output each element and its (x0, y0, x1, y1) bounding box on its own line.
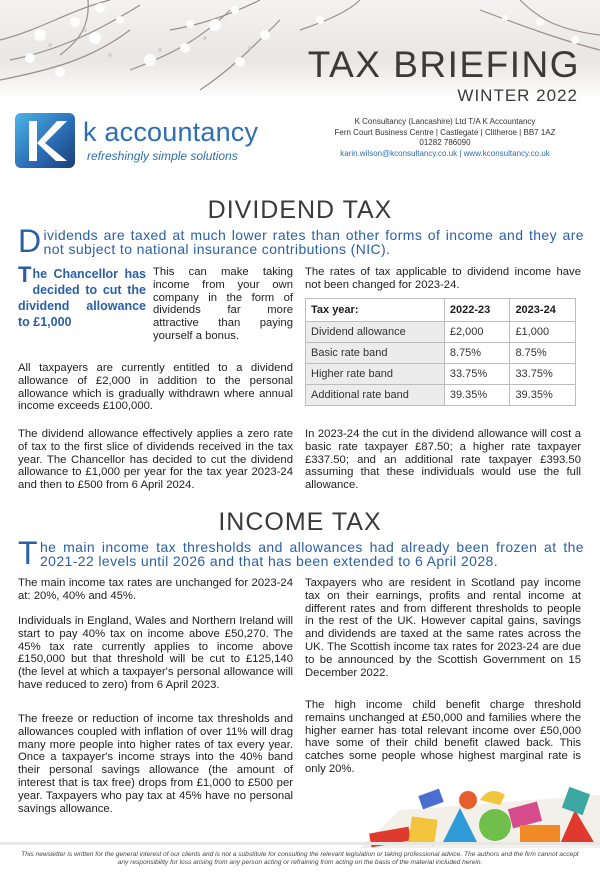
dividend-rates-table (305, 298, 576, 406)
table-row (306, 322, 576, 343)
pull-quote-dropcap: T (18, 262, 32, 287)
income-rates-paragraph: The main income tax rates are unchanged for 2023-24 at: 20%, 40% and 45%. (18, 577, 293, 602)
blocks-illustration (360, 770, 600, 848)
contact-block (300, 117, 590, 159)
income-threshold-paragraph: Individuals in England, Wales and Northern Ireland will start to pay 40% tax on income above £50,270. The 45% tax rate currently applies to income above £150,000 but that threshold will be cut to £125,140 (the level at which a taxpayer's personal allowance will have reduced to zero) from 6 April 2023. (18, 615, 293, 691)
table-row (306, 385, 576, 406)
dividend-lead-dropcap: D (18, 223, 42, 259)
table-cell-label: Dividend allowance (306, 322, 445, 343)
dividend-lead (18, 223, 584, 259)
k-letter-icon (15, 113, 75, 168)
contact-email-web[interactable]: karin.wilson@kconsultancy.co.uk | www.kconsultancy.co.uk (340, 148, 550, 158)
company-logo (15, 113, 288, 168)
table-cell-value: 8.75% (444, 343, 510, 364)
table-cell-value: 39.35% (510, 385, 576, 406)
table-cell-value: £2,000 (444, 322, 510, 343)
table-header-cell: Tax year: (306, 299, 445, 322)
table-cell-value: 33.75% (444, 364, 510, 385)
table-header-cell: 2023-24 (510, 299, 576, 322)
footer-divider (0, 842, 600, 845)
dividend-intro-paragraph: This can make taking income from your own company in the form of dividends far more attractive than paying yourself a bonus. (153, 266, 293, 342)
newsletter-season: WINTER 2022 (457, 86, 578, 105)
pull-quote-text: he Chancellor has decided to cut the dividend allowance to £1,000 (18, 267, 146, 329)
k-logo-mark-icon (15, 113, 75, 168)
dividend-rates-intro: The rates of tax applicable to dividend income have not been changed for 2023-24. (305, 266, 581, 291)
income-scotland-paragraph: Taxpayers who are resident in Scotland pay income tax on their earnings, profits and rental income at different rates and from different thresholds to people in the rest of the UK. However capital gains, savings and dividends are taxed at the same rates across the UK. The Scottish income tax rates for 2023-24 are due to be announced by the Scottish Government on 15 December 2022. (305, 577, 581, 679)
dividend-effect-paragraph: The dividend allowance effectively applies a zero rate of tax to the first slice of dividends received in the tax year. The Chancellor has decided to cut the dividend allowance to £1,000 per year for the tax year 2023-24 and then to £500 from 6 April 2024. (18, 428, 293, 492)
income-lead-dropcap: T (18, 535, 38, 571)
logo-wordmark: k accountancy (83, 117, 259, 147)
table-cell-label: Basic rate band (306, 343, 445, 364)
income-lead (18, 535, 584, 571)
table-row (306, 343, 576, 364)
dividend-pull-quote (18, 262, 146, 330)
income-freeze-paragraph: The freeze or reduction of income tax thresholds and allowances coupled with inflation of over 11% will drag many more people into higher rates of tax every year. Once a taxpayer's income strays into the 40% band their personal savings allowance (the amount of interest that is tax free) drops from £1,000 to £500 per year. Taxpayers who pay tax at 45% have no personal savings allowance. (18, 713, 293, 815)
table-cell-value: 8.75% (510, 343, 576, 364)
table-cell-value: £1,000 (510, 322, 576, 343)
contact-company: K Consultancy (Lancashire) Ltd T/A K Accountancy (354, 117, 536, 126)
income-lead-text: he main income tax thresholds and allowances had already been frozen at the 2021-22 levels until 2026 and that has been extended to 6 April 2028. (39, 539, 584, 569)
dividend-heading: DIVIDEND TAX (207, 196, 393, 224)
contact-phone: 01282 786090 (419, 138, 471, 147)
table-header-row (306, 299, 576, 322)
building-blocks-image (360, 770, 600, 848)
table-cell-value: 33.75% (510, 364, 576, 385)
dividend-cost-paragraph: In 2023-24 the cut in the dividend allowance will cost a basic rate taxpayer £87.50; a higher rate taxpayer £337.50; and an additional rate taxpayer £393.50 assuming that these individuals would use the full allowance. (305, 428, 581, 492)
table-cell-label: Additional rate band (306, 385, 445, 406)
table-header-cell: 2022-23 (444, 299, 510, 322)
contact-address: Fern Court Business Centre | Castlegate | Clitheroe | BB7 1AZ (334, 127, 556, 137)
footer-disclaimer: This newsletter is written for the general interest of our clients and is not a substitute for consulting the relevant legislation or taking professional advice. The authors and the firm cannot accept any responsibility for loss arising from any person acting or refraining from acting on the basis of the material included herein. (21, 851, 579, 867)
income-heading: INCOME TAX (218, 508, 382, 536)
logo-tagline: refreshingly simple solutions (87, 149, 238, 163)
newsletter-title: TAX BRIEFING (307, 44, 580, 85)
table-row (306, 364, 576, 385)
dividend-lead-text: ividends are taxed at much lower rates than other forms of income and they are not subject to national insurance contributions (NIC). (43, 227, 584, 257)
dividend-allowance-paragraph: All taxpayers are currently entitled to a dividend allowance of £2,000 in addition to the personal allowance which is gradually withdrawn where annual income exceeds £100,000. (18, 362, 293, 413)
income-child-benefit-paragraph: The high income child benefit charge threshold remains unchanged at £50,000 and families where the higher earner has total relevant income over £50,000 have some of their child benefit clawed back. This catches some people whose highest marginal rate is only 20%. (305, 699, 581, 775)
table-cell-label: Higher rate band (306, 364, 445, 385)
table-cell-value: 39.35% (444, 385, 510, 406)
